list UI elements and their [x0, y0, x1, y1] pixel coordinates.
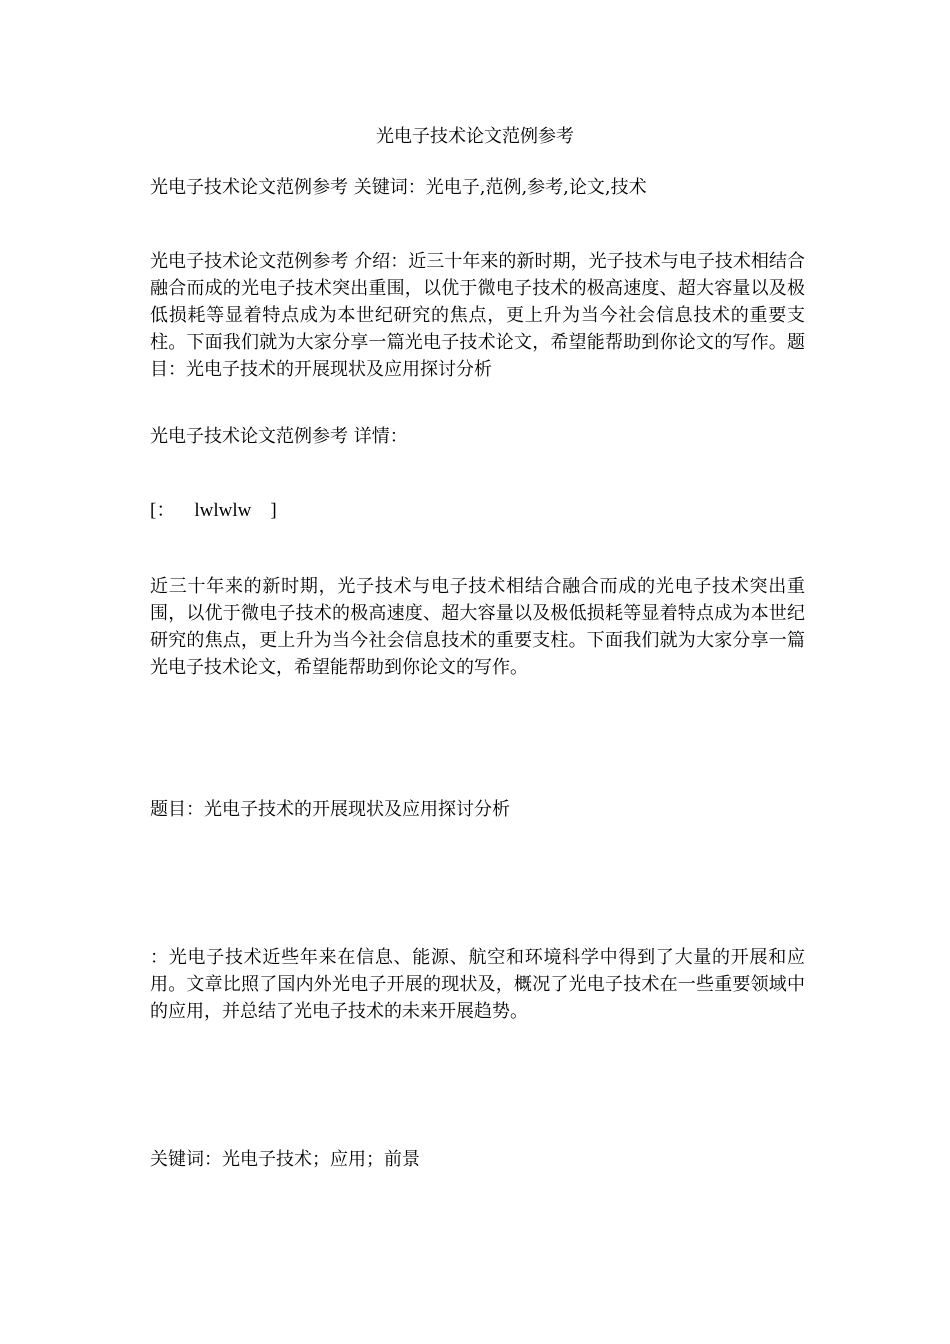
keywords-paragraph: 关键词：光电子技术；应用；前景 — [150, 1149, 420, 1170]
keywords-line: 光电子技术论文范例参考 关键词：光电子,范例,参考,论文,技术 — [150, 177, 647, 198]
topic-line: 题目：光电子技术的开展现状及应用探讨分析 — [150, 799, 510, 820]
body-intro-paragraph: 近三十年来的新时期，光子技术与电子技术相结合融合而成的光电子技术突出重围，以优于微电子技术的极高速度、超大容量以及极低损耗等显着特点成为本世纪研究的焦点，更上升为当今社会信息技术的重要支柱。下面我们就为大家分享一篇光电子技术论文，希望能帮助到你论文的写作。 — [150, 576, 805, 678]
abstract-paragraph: ：光电子技术近些年来在信息、能源、航空和环境科学中得到了大量的开展和应用。文章比照了国内外光电子开展的现状及，概况了光电子技术在一些重要领域中的应用，并总结了光电子技术的未来开展趋势。 — [150, 947, 805, 1022]
details-label: 光电子技术论文范例参考 详情： — [150, 426, 408, 447]
intro-paragraph: 光电子技术论文范例参考 介绍：近三十年来的新时期，光子技术与电子技术相结合融合而成的光电子技术突出重围，以优于微电子技术的极高速度、超大容量以及极低损耗等显着特点成为本世纪研究的焦点，更上升为当今社会信息技术的重要支柱。下面我们就为大家分享一篇光电子技术论文，希望能帮助到你论文的写作。题目：光电子技术的开展现状及应用探讨分析 — [150, 251, 805, 380]
document-title: 光电子技术论文范例参考 — [376, 126, 574, 147]
reference-mark: [： lwlwlw ] — [150, 500, 277, 521]
